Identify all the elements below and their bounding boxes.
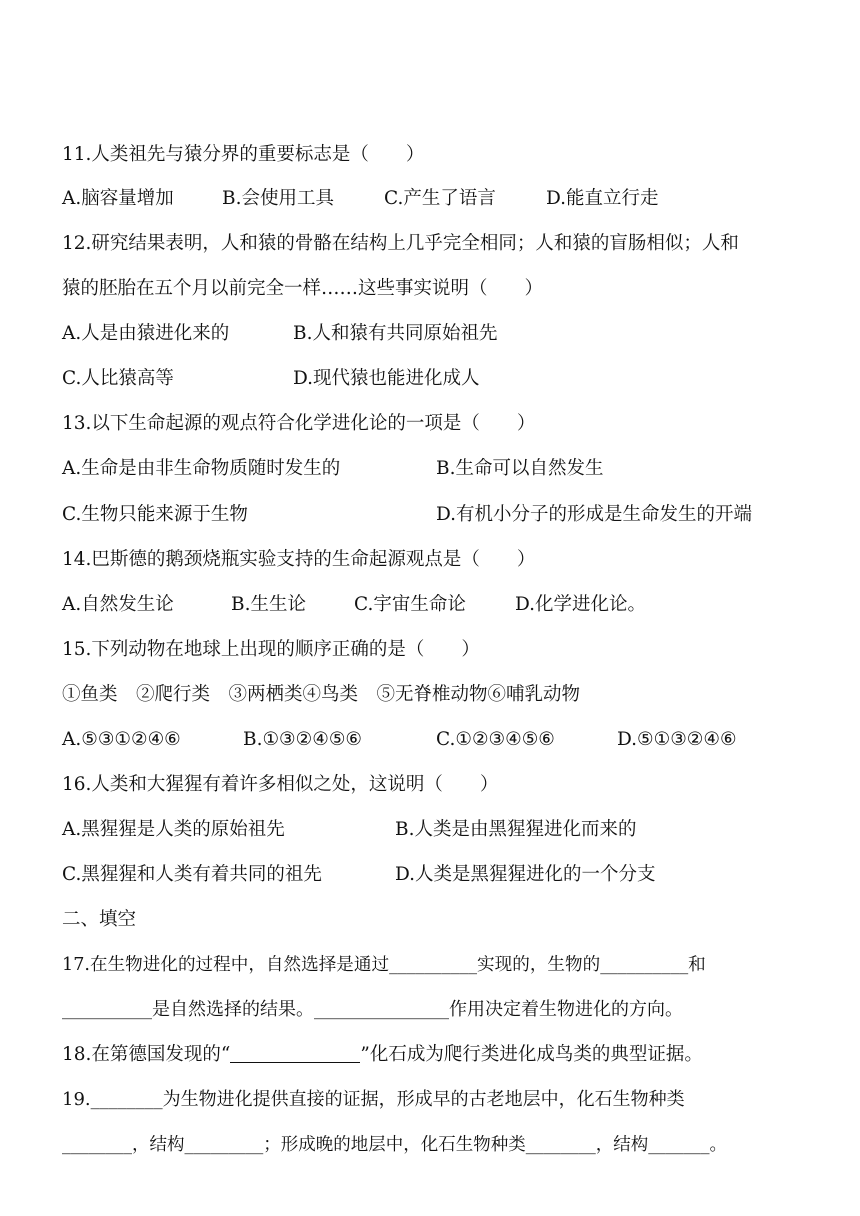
question-15-options: [62, 728, 822, 752]
option-b: B.会使用工具: [222, 188, 334, 209]
option-a: A.脑容量增加: [62, 188, 174, 209]
question-18-blank: [230, 1044, 360, 1063]
question-16-stem: 16.人类和大猩猩有着许多相似之处，这说明（ ）: [62, 774, 499, 795]
option-a: A.生命是由非生命物质随时发生的: [62, 458, 341, 479]
option-c: C.产生了语言: [384, 188, 496, 209]
question-18-text-before: 18.在第德国发现的“: [62, 1044, 231, 1065]
question-11-stem: 11.人类祖先与猿分界的重要标志是（ ）: [62, 144, 425, 165]
option-c: C.生物只能来源于生物: [62, 504, 248, 525]
option-b: B.生生论: [231, 594, 306, 615]
option-c: C.宇宙生命论: [354, 594, 466, 615]
option-d: D.有机小分子的形成是生命发生的开端: [436, 504, 753, 525]
option-a: A.⑤③①②④⑥: [62, 729, 181, 750]
question-16-options-row2: [62, 863, 822, 887]
option-b: B.生命可以自然发生: [436, 458, 604, 479]
question-11-options: [62, 187, 822, 211]
question-13-options-row2: [62, 503, 822, 527]
option-d: D.现代猿也能进化成人: [293, 368, 480, 389]
option-b: B.人和猿有共同原始祖先: [293, 323, 498, 344]
question-12-options-row2: [62, 367, 822, 391]
question-12-options-row1: [62, 322, 822, 346]
question-14-stem: 14.巴斯德的鹅颈烧瓶实验支持的生命起源观点是（ ）: [62, 549, 536, 570]
question-13-stem: 13.以下生命起源的观点符合化学进化论的一项是（ ）: [62, 413, 536, 434]
option-d: D.化学进化论。: [515, 594, 647, 615]
option-a: A.自然发生论: [62, 594, 174, 615]
option-b: B.①③②④⑤⑥: [243, 729, 362, 750]
question-15-stem: 15.下列动物在地球上出现的顺序正确的是（ ）: [62, 639, 480, 660]
option-c: C.人比猿高等: [62, 368, 174, 389]
option-c: C.①②③④⑤⑥: [436, 729, 555, 750]
option-d: D.人类是黑猩猩进化的一个分支: [395, 864, 656, 885]
question-18-text-after: ”化石成为爬行类进化成鸟类的典型证据。: [360, 1044, 703, 1065]
question-16-options-row1: [62, 818, 822, 842]
question-15-items: ①鱼类 ②爬行类 ③两栖类④鸟类 ⑤无脊椎动物⑥哺乳动物: [62, 684, 581, 705]
question-17-line1: 17.在生物进化的过程中，自然选择是通过__________实现的，生物的__________和: [62, 955, 706, 975]
question-12-stem-line2: 猿的胚胎在五个月以前完全一样……这些事实说明（ ）: [62, 278, 544, 299]
option-d: D.⑤①③②④⑥: [617, 729, 737, 750]
option-a: A.黑猩猩是人类的原始祖先: [62, 819, 285, 840]
question-13-options-row1: [62, 457, 822, 481]
question-19-line1: 19.________为生物进化提供直接的证据，形成早的古老地层中，化石生物种类: [62, 1089, 685, 1110]
question-14-options: [62, 593, 822, 617]
question-19-line2: ________，结构_________；形成晚的地层中，化石生物种类________，结构_______。: [62, 1135, 727, 1155]
question-17-line2: __________是自然选择的结果。_______________作用决定着生物进化的方向。: [62, 999, 683, 1020]
question-18: [62, 1043, 703, 1067]
option-a: A.人是由猿进化来的: [62, 323, 230, 344]
option-d: D.能直立行走: [546, 188, 659, 209]
option-b: B.人类是由黑猩猩进化而来的: [395, 819, 637, 840]
section-fill-in-heading: 二、填空: [62, 909, 137, 930]
question-12-stem-line1: 12.研究结果表明，人和猿的骨骼在结构上几乎完全相同；人和猿的盲肠相似；人和: [62, 233, 739, 254]
option-c: C.黑猩猩和人类有着共同的祖先: [62, 864, 322, 885]
